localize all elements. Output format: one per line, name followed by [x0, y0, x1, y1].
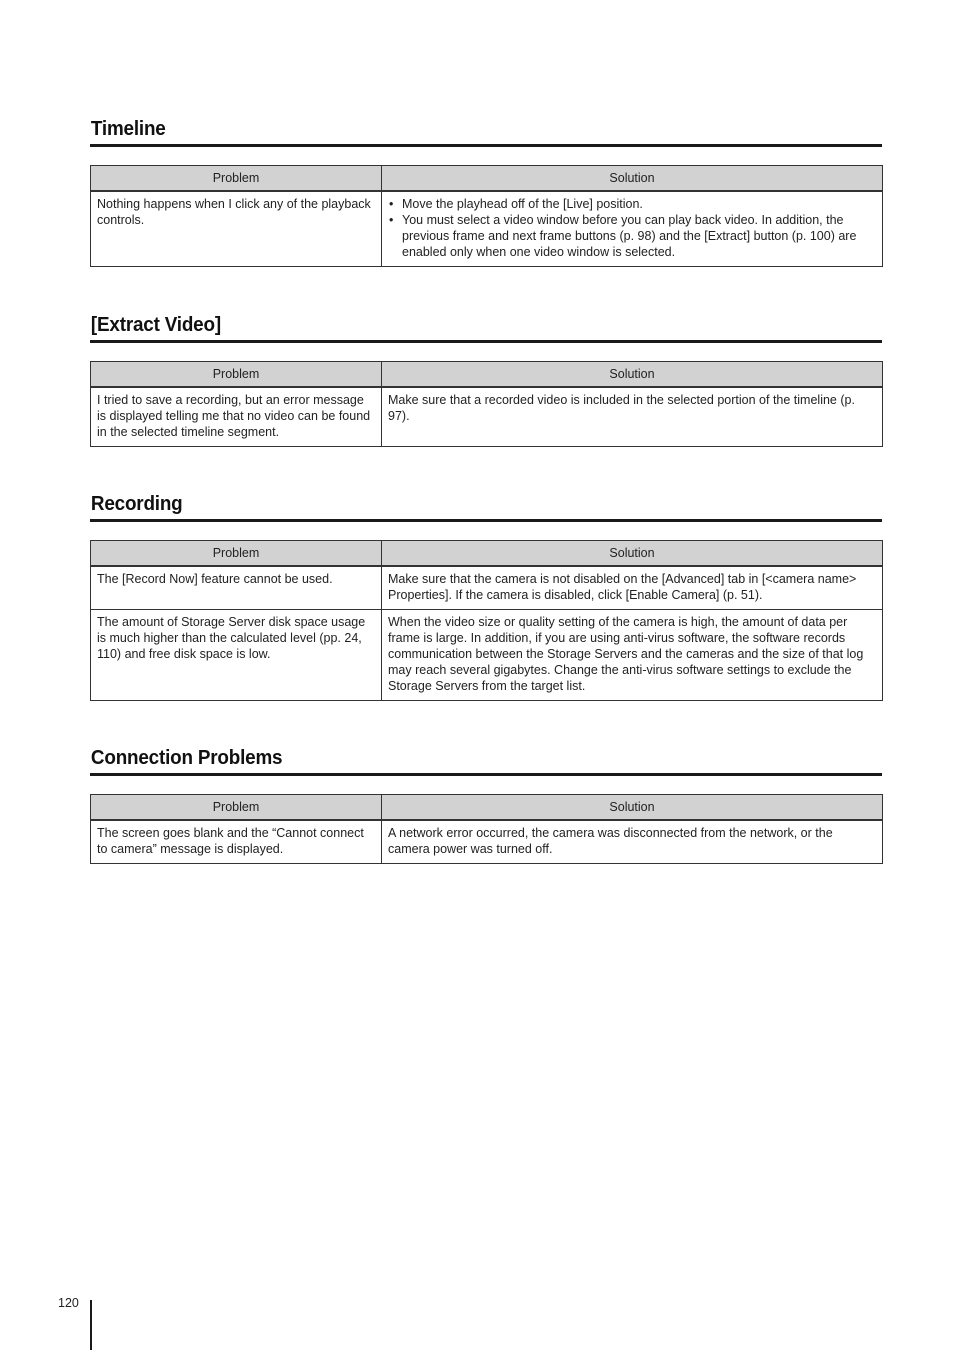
- table-row: [91, 820, 883, 864]
- troubleshooting-table: [90, 165, 883, 267]
- section-extract-video: [90, 313, 882, 447]
- table-row: [91, 566, 883, 610]
- table-row: [91, 610, 883, 701]
- page-margin-bar: [90, 1300, 92, 1350]
- solution-header: Solution: [382, 362, 883, 388]
- solution-header: Solution: [382, 541, 883, 567]
- problem-cell: The [Record Now] feature cannot be used.: [91, 566, 382, 610]
- table-row: [91, 387, 883, 447]
- solution-bullet-list: [388, 196, 876, 260]
- section-rule: [90, 773, 882, 776]
- solution-cell: Make sure that a recorded video is included in the selected portion of the timeline (p. 97).: [382, 387, 883, 447]
- solution-header: Solution: [382, 166, 883, 192]
- page-number: 120: [58, 1296, 79, 1310]
- troubleshooting-table: [90, 540, 883, 701]
- solution-cell: When the video size or quality setting of the camera is high, the amount of data per frame is large. In addition, if you are using anti-virus software, the software records communication between the Storage Servers and the cameras and the size of that log may reach several gigabytes. Change the anti-virus software settings to exclude the Storage Servers from the target list.: [382, 610, 883, 701]
- problem-header: Problem: [91, 362, 382, 388]
- bullet-text: You must select a video window before you can play back video. In addition, the previous frame and next frame buttons (p. 98) and the [Extract] button (p. 100) are enabled only when one video window is selected.: [402, 213, 857, 259]
- section-rule: [90, 144, 882, 147]
- section-title: [Extract Video]: [90, 313, 221, 336]
- problem-cell: I tried to save a recording, but an error message is displayed telling me that no video can be found in the selected timeline segment.: [91, 387, 382, 447]
- list-item: [388, 212, 876, 260]
- section-rule: [90, 340, 882, 343]
- table-header-row: [91, 795, 883, 821]
- problem-header: Problem: [91, 541, 382, 567]
- problem-cell: The amount of Storage Server disk space usage is much higher than the calculated level (pp. 24, 110) and free disk space is low.: [91, 610, 382, 701]
- table-row: [91, 191, 883, 267]
- bullet-icon: •: [389, 197, 394, 211]
- problem-cell: The screen goes blank and the “Cannot connect to camera” message is displayed.: [91, 820, 382, 864]
- troubleshooting-table: [90, 794, 883, 864]
- table-header-row: [91, 541, 883, 567]
- section-recording: [90, 492, 882, 701]
- bullet-text: Move the playhead off of the [Live] position.: [402, 197, 643, 211]
- section-title: Recording: [90, 492, 183, 515]
- table-header-row: [91, 166, 883, 192]
- bullet-icon: •: [389, 213, 394, 227]
- solution-header: Solution: [382, 795, 883, 821]
- section-connection-problems: [90, 746, 882, 864]
- solution-cell: Make sure that the camera is not disabled on the [Advanced] tab in [<camera name> Properties]. If the camera is disabled, click [Enable Camera] (p. 51).: [382, 566, 883, 610]
- section-title: Timeline: [90, 117, 166, 140]
- section-rule: [90, 519, 882, 522]
- table-header-row: [91, 362, 883, 388]
- problem-header: Problem: [91, 166, 382, 192]
- troubleshooting-table: [90, 361, 883, 447]
- solution-cell: [382, 191, 883, 267]
- problem-header: Problem: [91, 795, 382, 821]
- solution-cell: A network error occurred, the camera was disconnected from the network, or the camera power was turned off.: [382, 820, 883, 864]
- section-timeline: [90, 117, 882, 267]
- problem-cell: Nothing happens when I click any of the playback controls.: [91, 191, 382, 267]
- section-title: Connection Problems: [90, 746, 283, 769]
- list-item: [388, 196, 876, 212]
